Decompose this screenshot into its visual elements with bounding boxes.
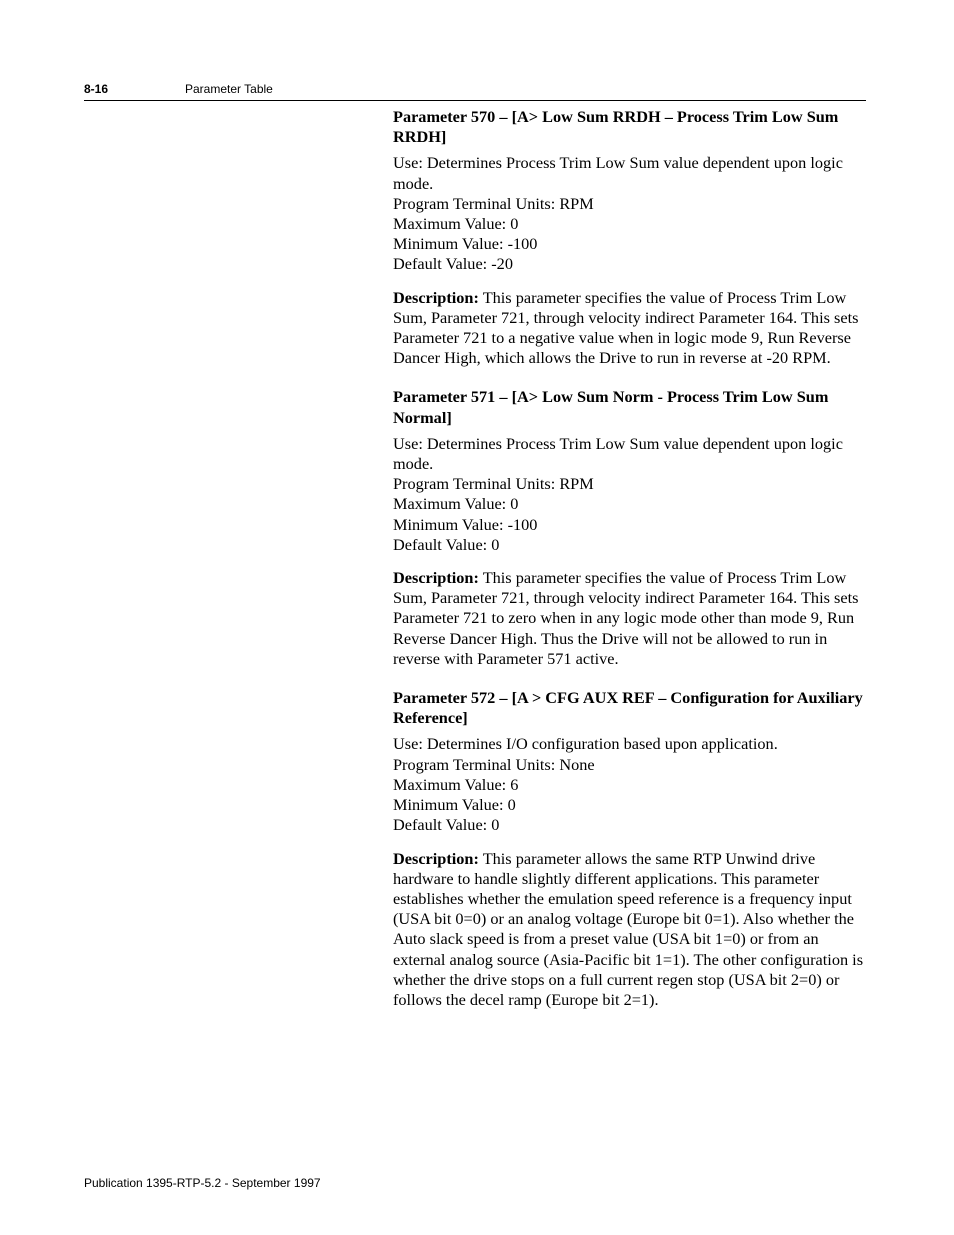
- parameter-use: Use: Determines Process Trim Low Sum value dependent upon logic mode.: [393, 433, 843, 474]
- parameter-max: Maximum Value: 0: [393, 494, 519, 514]
- parameter-description: [393, 568, 869, 669]
- parameter-description: [393, 288, 869, 369]
- parameter-572: [393, 688, 869, 1010]
- parameter-list: [393, 107, 869, 1010]
- parameter-571: [393, 387, 869, 669]
- parameter-use: Use: Determines I/O configuration based upon application.: [393, 734, 778, 754]
- parameter-use: Use: Determines Process Trim Low Sum value dependent upon logic mode.: [393, 153, 843, 193]
- description-text: This parameter specifies the value of Process Trim Low Sum, Parameter 721, through velocity indirect Parameter 164. This sets Parameter 721 to zero when in any logic mode other than mode 9, Run Reverse Dancer High. Thus the Drive will not be allowed to run in reverse with Parameter 571 active.: [393, 568, 859, 668]
- parameter-title: Parameter 572 – [A > CFG AUX REF – Configuration for Auxiliary Reference]: [393, 688, 863, 728]
- parameter-units: Program Terminal Units: None: [393, 754, 595, 774]
- parameter-default: Default Value: 0: [393, 534, 500, 554]
- parameter-570: [393, 107, 869, 368]
- parameter-units: Program Terminal Units: RPM: [393, 193, 594, 213]
- parameter-units: Program Terminal Units: RPM: [393, 474, 594, 494]
- parameter-default: Default Value: -20: [393, 254, 513, 274]
- parameter-min: Minimum Value: -100: [393, 514, 538, 534]
- parameter-description: [393, 849, 869, 1011]
- description-label: Description:: [393, 568, 479, 588]
- description-text: This parameter allows the same RTP Unwind drive hardware to handle slightly different applications. This parameter establishes whether the emulation speed reference is a frequency input (USA bit 0=0) or an analog voltage (Europe bit 0=1). Also whether the Auto slack speed is from a preset value (USA bit 1=0) or from an external analog source (Asia-Pacific bit 1=1). The other configuration is whether the drive stops on a full current regen stop (USA bit 2=0) or follows the decel ramp (Europe bit 2=1).: [393, 848, 864, 1009]
- parameter-min: Minimum Value: -100: [393, 234, 538, 254]
- parameter-max: Maximum Value: 6: [393, 774, 519, 794]
- parameter-min: Minimum Value: 0: [393, 795, 516, 815]
- description-label: Description:: [393, 287, 479, 307]
- page-number: 8-16: [84, 82, 109, 96]
- description-text: This parameter specifies the value of Process Trim Low Sum, Parameter 721, through velocity indirect Parameter 164. This sets Parameter 721 to a negative value when in logic mode 9, Run Reverse Dancer High, which allows the Drive to run in reverse at -20 RPM.: [393, 287, 859, 368]
- description-label: Description:: [393, 848, 479, 868]
- section-title: Parameter Table: [185, 82, 273, 96]
- publication-footer: Publication 1395-RTP-5.2 - September 1997: [84, 1176, 321, 1190]
- parameter-title: Parameter 570 – [A> Low Sum RRDH – Process Trim Low Sum RRDH]: [393, 107, 839, 147]
- parameter-title: Parameter 571 – [A> Low Sum Norm - Process Trim Low Sum Normal]: [393, 387, 829, 427]
- parameter-max: Maximum Value: 0: [393, 214, 519, 234]
- page-header: [84, 80, 866, 101]
- parameter-default: Default Value: 0: [393, 815, 500, 835]
